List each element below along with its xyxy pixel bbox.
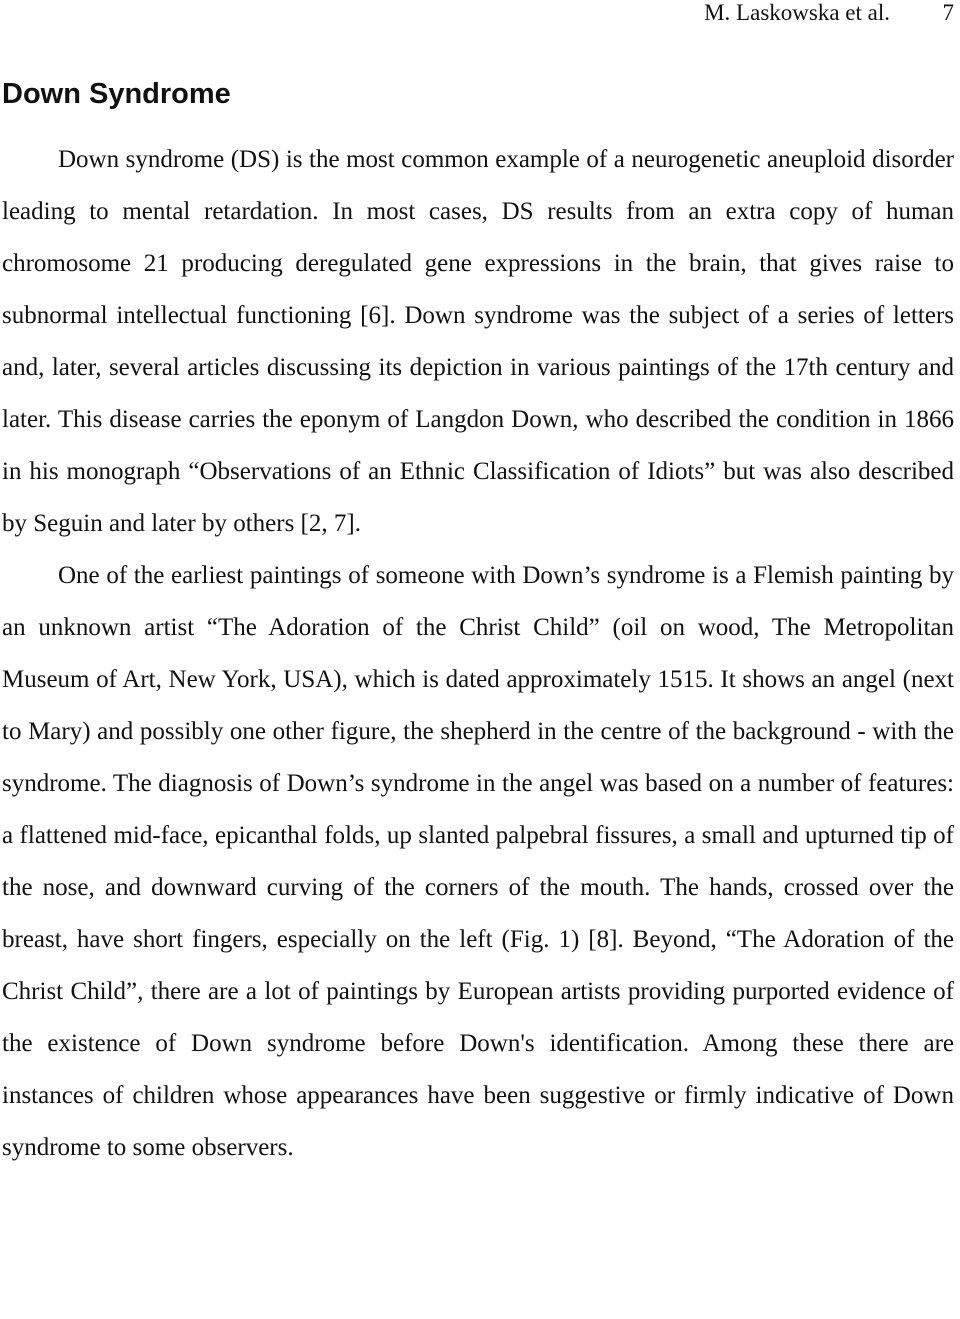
paragraph-1: Down syndrome (DS) is the most common example of a neurogenetic aneuploid disorder leading to mental retardation. In most cases, DS results from an extra copy of human chromosome 21 producing deregulated gene expressions in the brain, that gives raise to subnormal intellectual functioning [6]. Down syndrome was the subject of a series of letters and, later, several articles discussing its depiction in various paintings of the 17th century and later. This disease carries the eponym of Langdon Down, who described the condition in 1866 in his monograph “Observations of an Ethnic Classification of Idiots” but was also described by Seguin and later by others [2, 7]. <box>2 146 954 537</box>
section-title: Down Syndrome <box>2 78 231 110</box>
body-text <box>2 134 954 1174</box>
paragraph-2: One of the earliest paintings of someone with Down’s syndrome is a Flemish painting by an unknown artist “The Adoration of the Christ Child” (oil on wood, The Metropolitan Museum of Art, New York, USA), which is dated approximately 1515. It shows an angel (next to Mary) and possibly one other figure, the shepherd in the centre of the background - with the syndrome. The diagnosis of Down’s syndrome in the angel was based on a number of features: a flattened mid-face, epicanthal folds, up slanted palpebral fissures, a small and upturned tip of the nose, and downward curving of the corners of the mouth. The hands, crossed over the breast, have short fingers, especially on the left (Fig. 1) [8]. Beyond, “The Adoration of the Christ Child”, there are a lot of paintings by European artists providing purported evidence of the existence of Down syndrome before Down's identification. Among these there are instances of children whose appearances have been suggestive or firmly indicative of Down syndrome to some observers. <box>2 562 954 1161</box>
running-header <box>0 0 960 30</box>
running-header-author: M. Laskowska et al. <box>704 0 890 25</box>
page-number: 7 <box>942 0 954 25</box>
